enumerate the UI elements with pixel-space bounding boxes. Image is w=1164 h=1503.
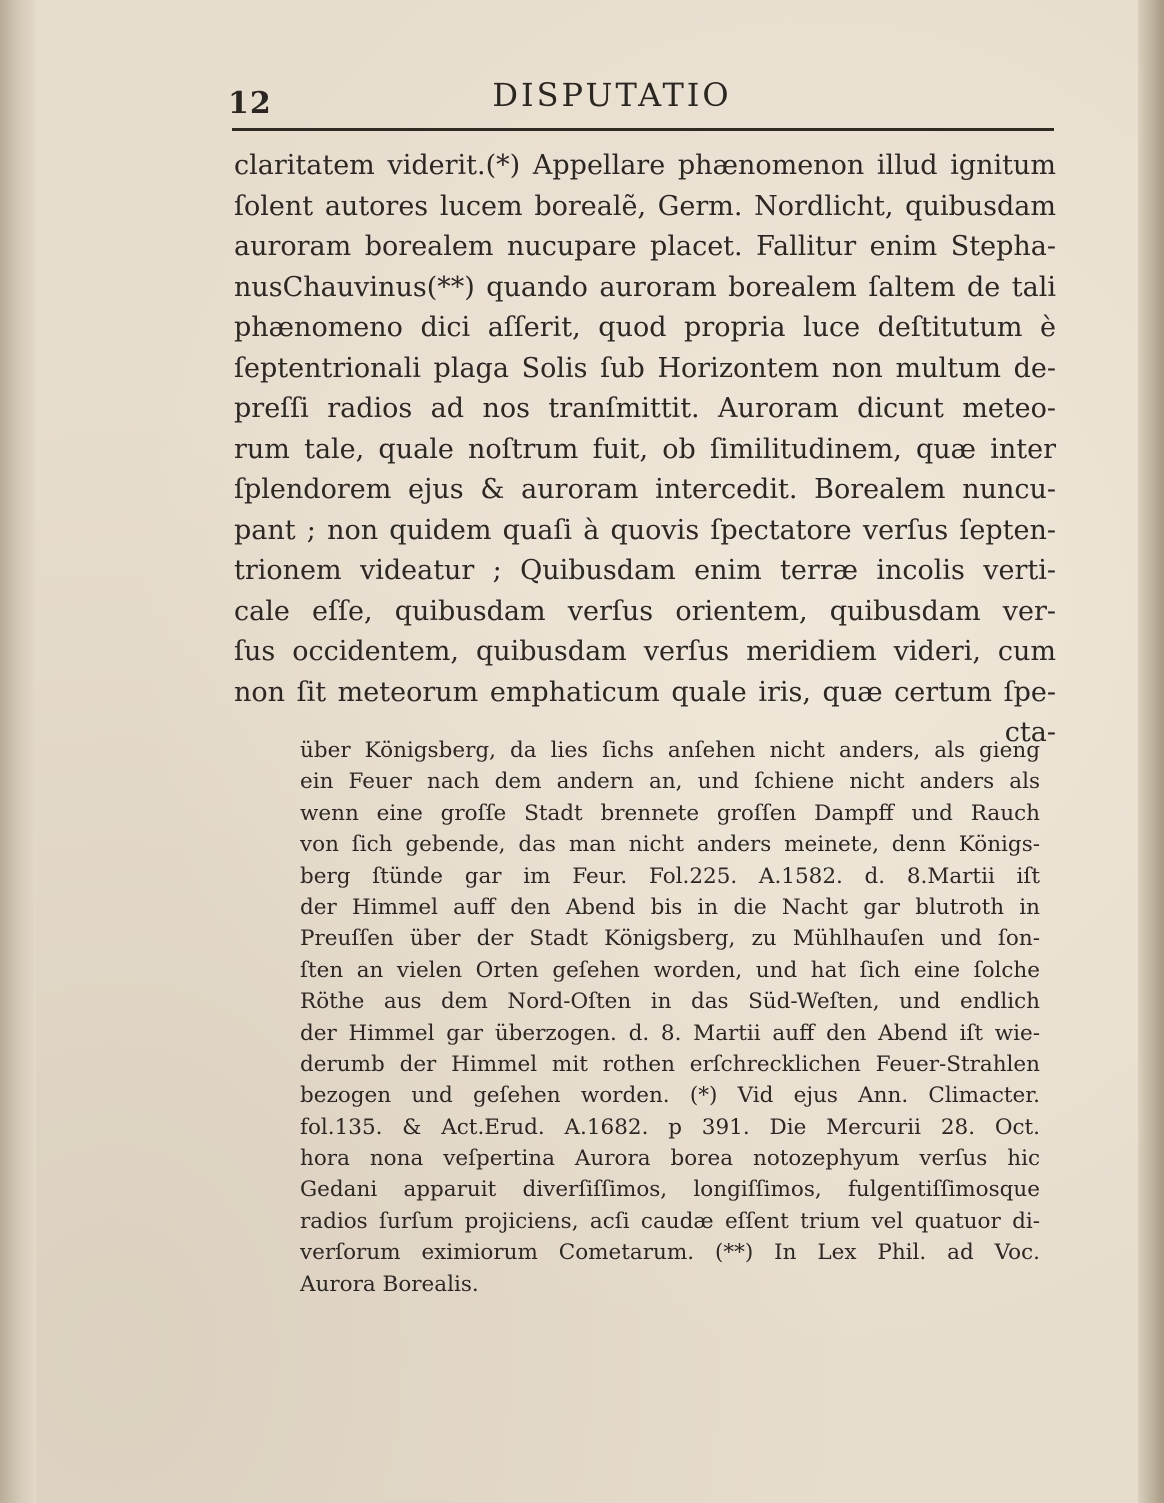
- footnote-line: Röthe aus dem Nord-Oſten in das Süd-Weſten, und endlich: [300, 989, 1040, 1015]
- main-text-line: cale eſſe, quibusdam verſus orientem, quibusdam ver-: [234, 595, 1056, 627]
- main-text-line: pant ; non quidem quaſi à quovis ſpectatore verſus ſepten-: [234, 514, 1056, 546]
- footnote-line: bezogen und geſehen worden. (*) Vid ejus Ann. Climacter.: [300, 1083, 1040, 1109]
- footnote-line: ſten an vielen Orten geſehen worden, und hat ſich eine ſolche: [300, 957, 1040, 983]
- main-text-line: auroram borealem nucupare placet. Fallitur enim Stepha-: [234, 231, 1056, 262]
- footnote-line: der Himmel auff den Abend bis in die Nacht gar blutroth in: [300, 894, 1040, 920]
- main-text-line: ſeptentrionali plaga Solis ſub Horizontem non multum de-: [234, 352, 1056, 384]
- main-text-line: ſplendorem ejus & auroram intercedit. Borealem nuncu-: [234, 474, 1056, 505]
- main-text-line: phænomeno dici aſſerit, quod propria luce deſtitutum è: [234, 312, 1056, 343]
- footnote-block: [300, 735, 1040, 1300]
- footnote-line: Gedani apparuit diverſiſſimos, longiſſimos, fulgentiſſimosque: [300, 1177, 1040, 1203]
- footnote-line: radios ſurſum projiciens, acſi caudæ eſſent trium vel quatuor di-: [300, 1208, 1040, 1234]
- footnote-line: der Himmel gar überzogen. d. 8. Martii auff den Abend iſt wie-: [300, 1020, 1040, 1046]
- page-number: 12: [228, 86, 272, 121]
- footnote-line: wenn eine groſſe Stadt brennete groſſen Dampff und Rauch: [300, 800, 1040, 826]
- footnote-line: verſorum eximiorum Cometarum. (**) In Lex Phil. ad Voc.: [300, 1240, 1040, 1266]
- main-text-line: claritatem viderit.(*) Appellare phænomenon illud ignitum: [234, 150, 1056, 181]
- footnote-line: ein Feuer nach dem andern an, und ſchiene nicht anders als: [300, 769, 1040, 795]
- page-edge-shadow: [1138, 0, 1164, 1503]
- footnote-line: von ſich gebende, das man nicht anders meinete, denn Königs-: [300, 832, 1040, 858]
- catchword: cta-: [1004, 717, 1056, 748]
- footnote-line: berg ſtünde gar im Feur. Fol.225. A.1582. d. 8.Martii iſt: [300, 863, 1040, 889]
- footnote-line: Preuſſen über der Stadt Königsberg, zu Mühlhauſen und ſon-: [300, 926, 1040, 952]
- footnote-line: Aurora Borealis.: [300, 1271, 479, 1297]
- running-head: DISPUTATIO: [492, 76, 732, 114]
- binding-gutter: [0, 0, 36, 1503]
- head-rule-divider: [232, 128, 1054, 131]
- main-text-line: ſolent autores lucem borealẽ, Germ. Nordlicht, quibusdam: [234, 190, 1056, 222]
- main-text-line: non ſit meteorum emphaticum quale iris, quæ certum ſpe-: [234, 676, 1056, 708]
- main-text-block: [234, 146, 1056, 754]
- main-text-line: rum tale, quale noſtrum fuit, ob ſimilitudinem, quæ inter: [234, 433, 1056, 465]
- main-text-line: ſus occidentem, quibusdam verſus meridiem videri, cum: [234, 636, 1056, 667]
- footnote-line: derumb der Himmel mit rothen erſchrecklichen Feuer-Strahlen: [300, 1051, 1040, 1077]
- footnote-line: über Königsberg, da lies ſichs anſehen nicht anders, als gieng: [300, 738, 1040, 763]
- main-text-line: trionem videatur ; Quibusdam enim terræ incolis verti-: [234, 555, 1056, 586]
- footnote-line: hora nona veſpertina Aurora borea notozephyum verſus hic: [300, 1146, 1040, 1172]
- main-text-line: nusChauvinus(**) quando auroram borealem ſaltem de tali: [234, 271, 1056, 303]
- main-text-line: preſſi radios ad nos tranſmittit. Auroram dicunt meteo-: [234, 393, 1056, 424]
- footnote-line: fol.135. & Act.Erud. A.1682. p 391. Die Mercurii 28. Oct.: [300, 1114, 1040, 1140]
